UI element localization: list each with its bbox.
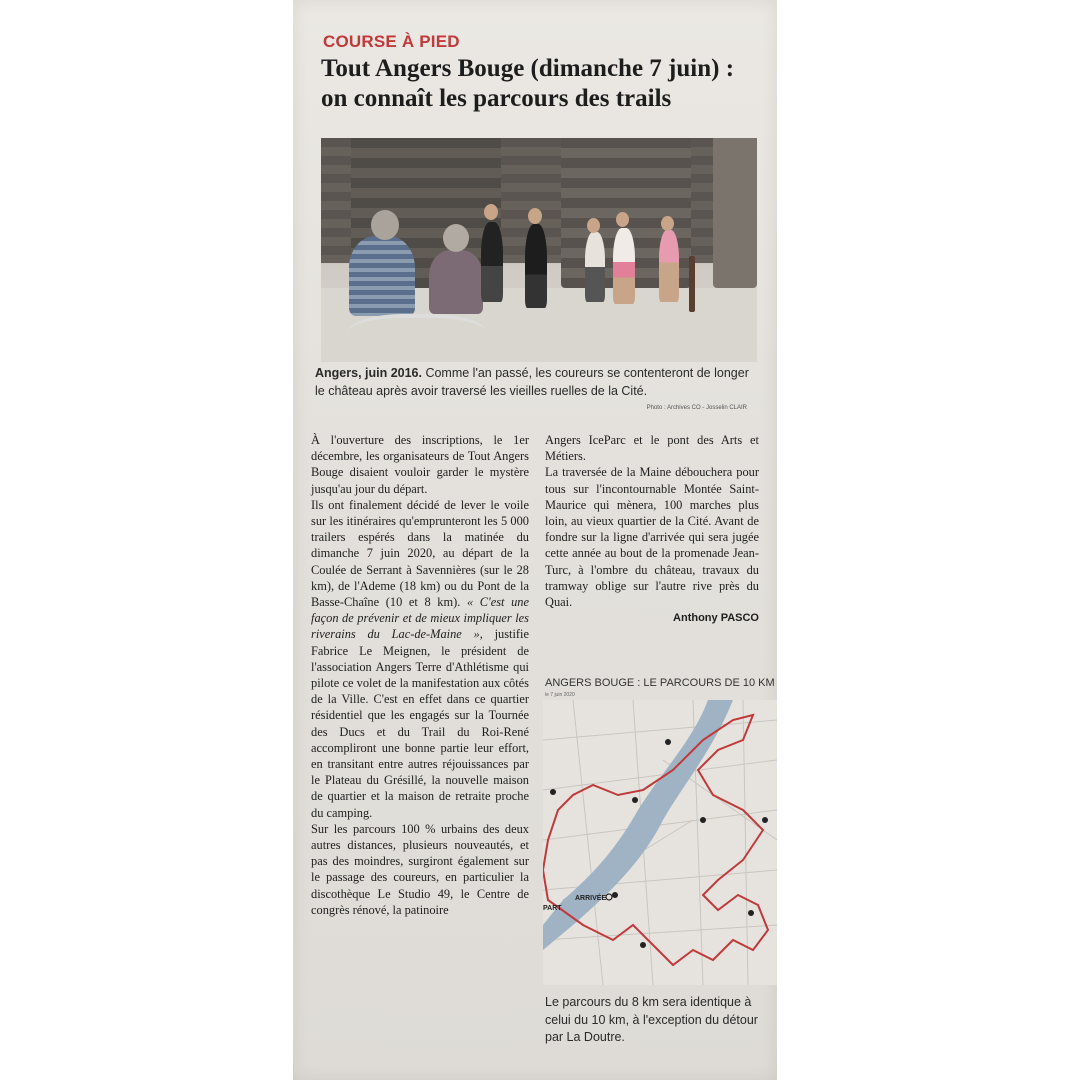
checkpoint-3 (632, 797, 638, 803)
checkpoint-2 (550, 789, 556, 795)
paragraph-4: Angers IceParc et le pont des Arts et Métiers. (545, 433, 759, 464)
paragraph-2-part-b: , justifie Fabrice Le Meignen, le président de l'association Angers Terre d'Athlétisme qui pilote ce volet de la manifestation aux côtés de la Ville. C'est en effet dans ce quartier résidentiel que les engagés sur la Tournée des Ducs et du Trail du Roi-René accompliront une bonne partie leur effort, en transitant entre autres réjouissances par le Plateau du Grésillé, la nouvelle maison de quartier et la maison de retraite proche du camping. (311, 627, 530, 820)
map-background (543, 700, 777, 985)
runner-3 (585, 232, 605, 302)
checkpoint-5 (640, 942, 646, 948)
runner-2-head (528, 208, 542, 224)
arrivee-label: ARRIVÉE (575, 895, 607, 902)
route-map (543, 700, 777, 985)
checkpoint-8 (762, 817, 768, 823)
castle-tower-far (713, 138, 757, 288)
spectator-man (349, 236, 415, 316)
paragraph-3: Sur les parcours 100 % urbains des deux autres distances, plusieurs nouveautés, et pas des moindres, surgiront également sur le passage des coureurs, en particulier la discothèque Le Studio 49, le Centre de congrès rénové, la patinoire (311, 821, 529, 917)
runner-2 (525, 224, 547, 308)
spectator-man-head (371, 210, 399, 240)
map-date: le 7 juin 2020 (545, 692, 575, 698)
spectator-woman (429, 250, 483, 314)
runner-5 (659, 230, 679, 302)
article-headline (321, 54, 761, 114)
spectator-woman-head (443, 224, 469, 252)
headline-line-2: on connaît les parcours des trails (321, 85, 672, 112)
runner-5-head (661, 216, 674, 231)
runner-4-head (616, 212, 629, 227)
runner-4 (613, 228, 635, 304)
author-signature: Anthony PASCO (673, 612, 759, 625)
checkpoint-7 (748, 910, 754, 916)
paragraph-2 (311, 497, 529, 821)
article-photo (321, 138, 757, 362)
folding-chair (347, 314, 487, 362)
runner-3-head (587, 218, 600, 233)
section-kicker: COURSE À PIED (323, 32, 460, 51)
paragraph-1: À l'ouverture des inscriptions, le 1er décembre, les organisateurs de Tout Angers Bouge disaient vouloir garder le mystère jusqu'au jour du départ. (311, 433, 529, 496)
runner-1-head (484, 204, 498, 220)
checkpoint-6 (700, 817, 706, 823)
photo-caption-text: Comme l'an passé, les coureurs se contenteront de longer le château après avoir traversé les vieilles ruelles de la Cité. (315, 366, 749, 398)
photo-credit: Photo : Archives CO - Josselin CLAIR (646, 405, 747, 411)
map-title: ANGERS BOUGE : LE PARCOURS DE 10 KM (545, 677, 775, 689)
photo-caption (315, 364, 759, 400)
headline-line-1: Tout Angers Bouge (dimanche 7 juin) : (321, 55, 735, 82)
photo-caption-lead: Angers, juin 2016. (315, 366, 422, 380)
newspaper-clipping (293, 0, 777, 1080)
runner-1 (481, 222, 503, 302)
checkpoint-1 (665, 739, 671, 745)
map-caption: Le parcours du 8 km sera identique à celui du 10 km, à l'exception du détour par La Doutre. (545, 995, 758, 1044)
paragraph-2-part-a: Ils ont finalement décidé de lever le voile sur les itinéraires qu'emprunteront les 5 000 trailers espérés dans la matinée du dimanche 7 juin 2020, au départ de la Coulée de Serrant à Savennières (sur le 28 km), de l'Ademe (18 km) ou du Pont de la Basse-Chaîne (10 et 8 km). (311, 497, 529, 610)
checkpoint-4 (612, 892, 618, 898)
paragraph-5: La traversée de la Maine débouchera pour tous sur l'incontournable Montée Saint-Maurice qui mènera, 100 marches plus loin, au vieux quartier de la Cité. Avant de fondre sur la ligne d'arrivée qui sera jugée cette année au bout de la promenade Jean-Turc, à l'ombre du château, travaux du tramway oblige sur l'autre rive près du Quai. (545, 465, 759, 610)
depart-label: PART (543, 905, 562, 912)
article-column-1 (311, 432, 529, 918)
article-column-2 (545, 432, 759, 626)
barrier-post (689, 256, 695, 312)
paragraph-2-quote: « C'est une façon de prévenir et de mieux impliquer les riverains du Lac-de-Maine » (311, 595, 529, 642)
